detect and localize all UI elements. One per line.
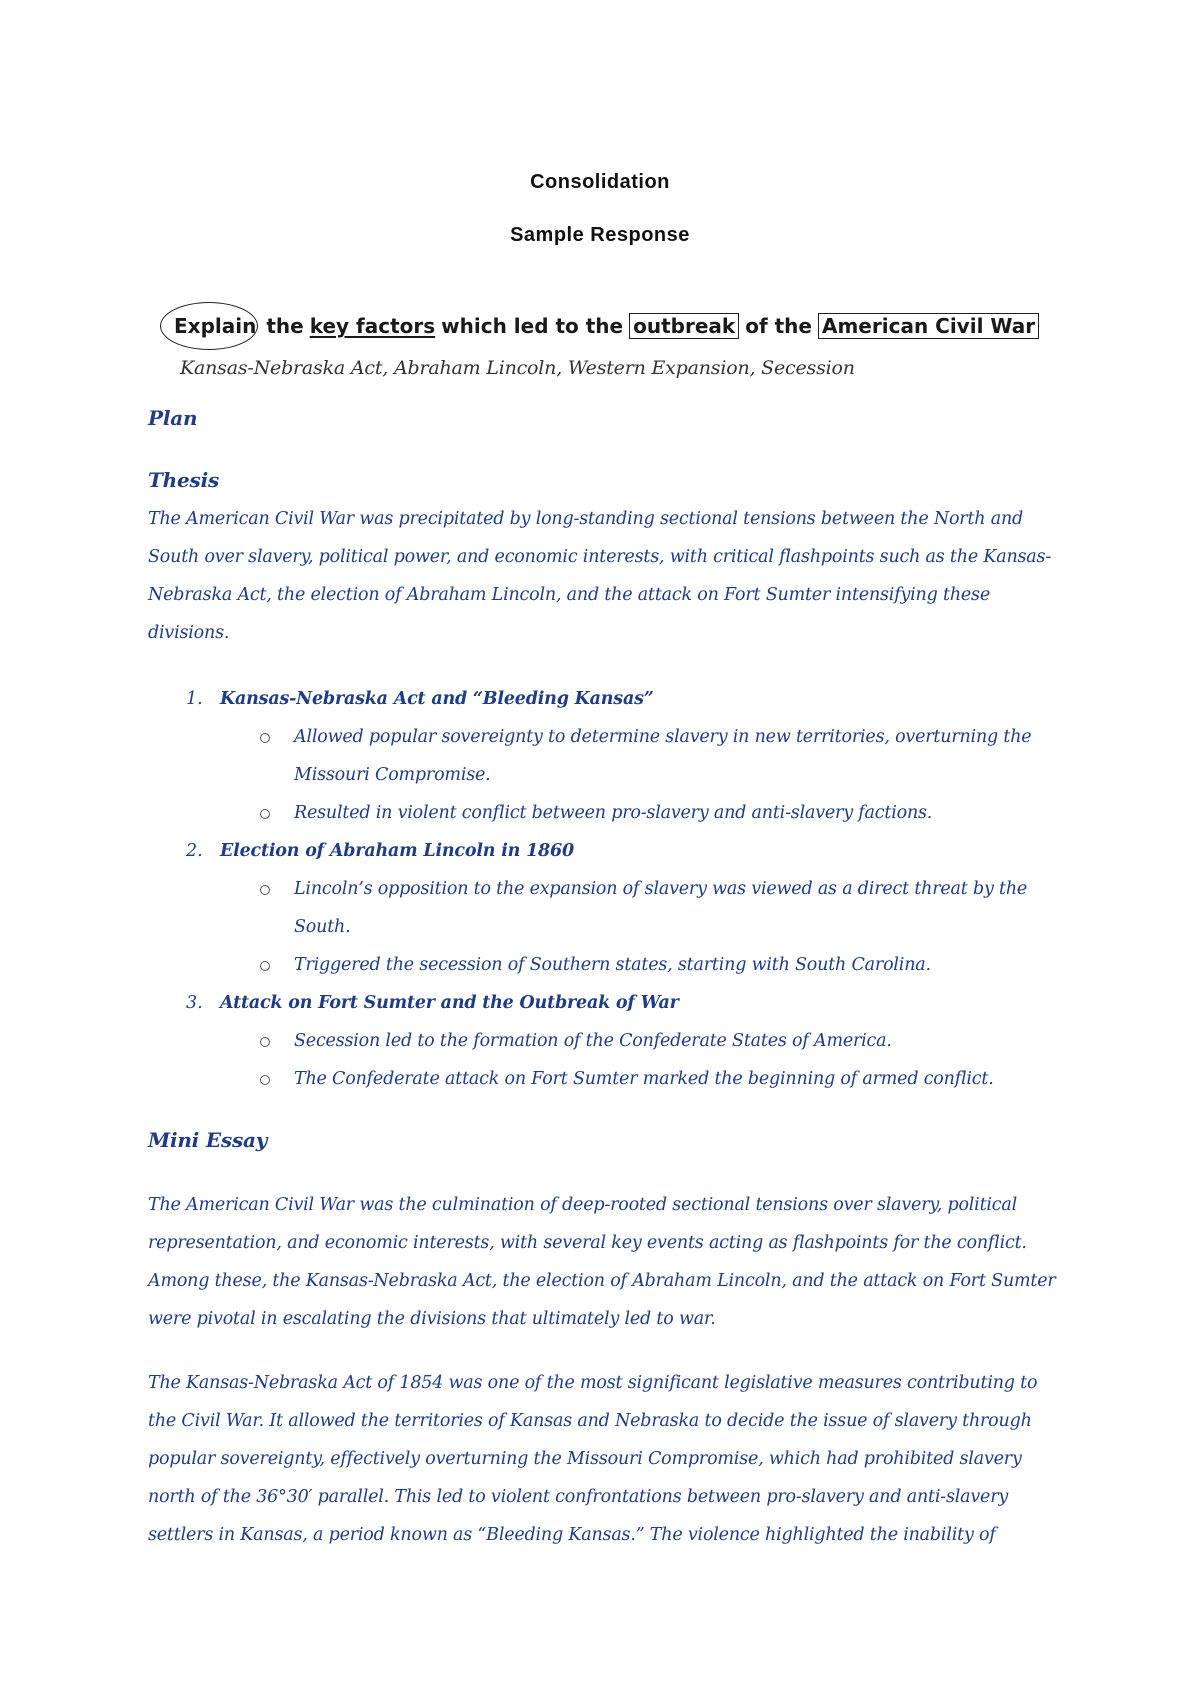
plan-sub-text: Triggered the secession of Southern states, starting with South Carolina. [294,955,931,975]
hollow-bullet-icon [260,1075,270,1085]
plan-list [148,680,1068,1098]
plan-item-title: Election of Abraham Lincoln in 1860 [220,841,574,861]
plan-sub-text: Lincoln’s opposition to the expansion of slavery was viewed as a direct threat by the South. [294,879,1028,937]
hollow-bullet-icon [260,1037,270,1047]
document-title: Consolidation [530,171,670,193]
plan-item [148,680,1068,832]
plan-sub-text: Allowed popular sovereignty to determine slavery in new territories, overturning the Missouri Compromise. [294,727,1032,785]
question-word-the: the [266,314,304,338]
plan-item-title: Kansas-Nebraska Act and “Bleeding Kansas” [220,689,654,709]
plan-sub-list [148,718,1068,832]
circled-word-explain [170,314,260,338]
plan-sub-item [148,870,1068,946]
essay-paragraph-1: The American Civil War was the culmination of deep-rooted sectional tensions over slavery, political representation, and economic interests, with several key events acting as flashpoints for the conflict. Among these, the Kansas-Nebraska Act, the election of Abraham Lincoln, and the attack on Fort Sumter were pivotal in escalating the divisions that ultimately led to war. [148,1195,1056,1329]
plan-sub-item [148,794,1068,832]
plan-heading: Plan [148,406,198,430]
plan-sub-item [148,718,1068,794]
plan-item-title: Attack on Fort Sumter and the Outbreak of War [220,993,679,1013]
plan-item-number: 2. [186,841,203,861]
essay-paragraph-2: The Kansas-Nebraska Act of 1854 was one of the most significant legislative measures contributing to the Civil War. It allowed the territories of Kansas and Nebraska to decide the issue of slavery through popular sovereignty, effectively overturning the Missouri Compromise, which had prohibited slavery north of the 36°30′ parallel. This led to violent confrontations between pro-slavery and anti-slavery settlers in Kansas, a period known as “Bleeding Kansas.” The violence highlighted the inability of [148,1373,1038,1545]
hollow-bullet-icon [260,961,270,971]
plan-item [148,832,1068,984]
thesis-heading: Thesis [148,468,220,492]
plan-item [148,984,1068,1098]
plan-item-number: 3. [186,993,203,1013]
underlined-key-factors: key factors [309,314,436,338]
question-which-led: which led to the [441,314,624,338]
plan-sub-list [148,1022,1068,1098]
plan-sub-text: Resulted in violent conflict between pro-slavery and anti-slavery factions. [294,803,933,823]
hollow-bullet-icon [260,733,270,743]
hand-drawn-circle [160,302,258,350]
boxed-american-civil-war: American Civil War [818,313,1039,339]
question-of-the: of the [745,314,812,338]
mini-essay-heading: Mini Essay [148,1128,268,1152]
plan-sub-list [148,870,1068,984]
plan-sub-item [148,946,1068,984]
plan-sub-item [148,1022,1068,1060]
keywords-line: Kansas-Nebraska Act, Abraham Lincoln, Western Expansion, Secession [180,357,855,379]
essay-question [170,313,1039,339]
plan-sub-text: The Confederate attack on Fort Sumter marked the beginning of armed conflict. [294,1069,994,1089]
plan-sub-item [148,1060,1068,1098]
question-word-explain: Explain [174,314,257,338]
thesis-paragraph: The American Civil War was precipitated by long-standing sectional tensions between the North and South over slavery, political power, and economic interests, with critical flashpoints such as the Kansas-Nebraska Act, the election of Abraham Lincoln, and the attack on Fort Sumter intensifying these divisions. [148,509,1052,643]
plan-item-number: 1. [186,689,203,709]
boxed-outbreak: outbreak [629,313,739,339]
hollow-bullet-icon [260,809,270,819]
document-subtitle: Sample Response [510,224,690,246]
hollow-bullet-icon [260,885,270,895]
plan-sub-text: Secession led to the formation of the Confederate States of America. [294,1031,892,1051]
